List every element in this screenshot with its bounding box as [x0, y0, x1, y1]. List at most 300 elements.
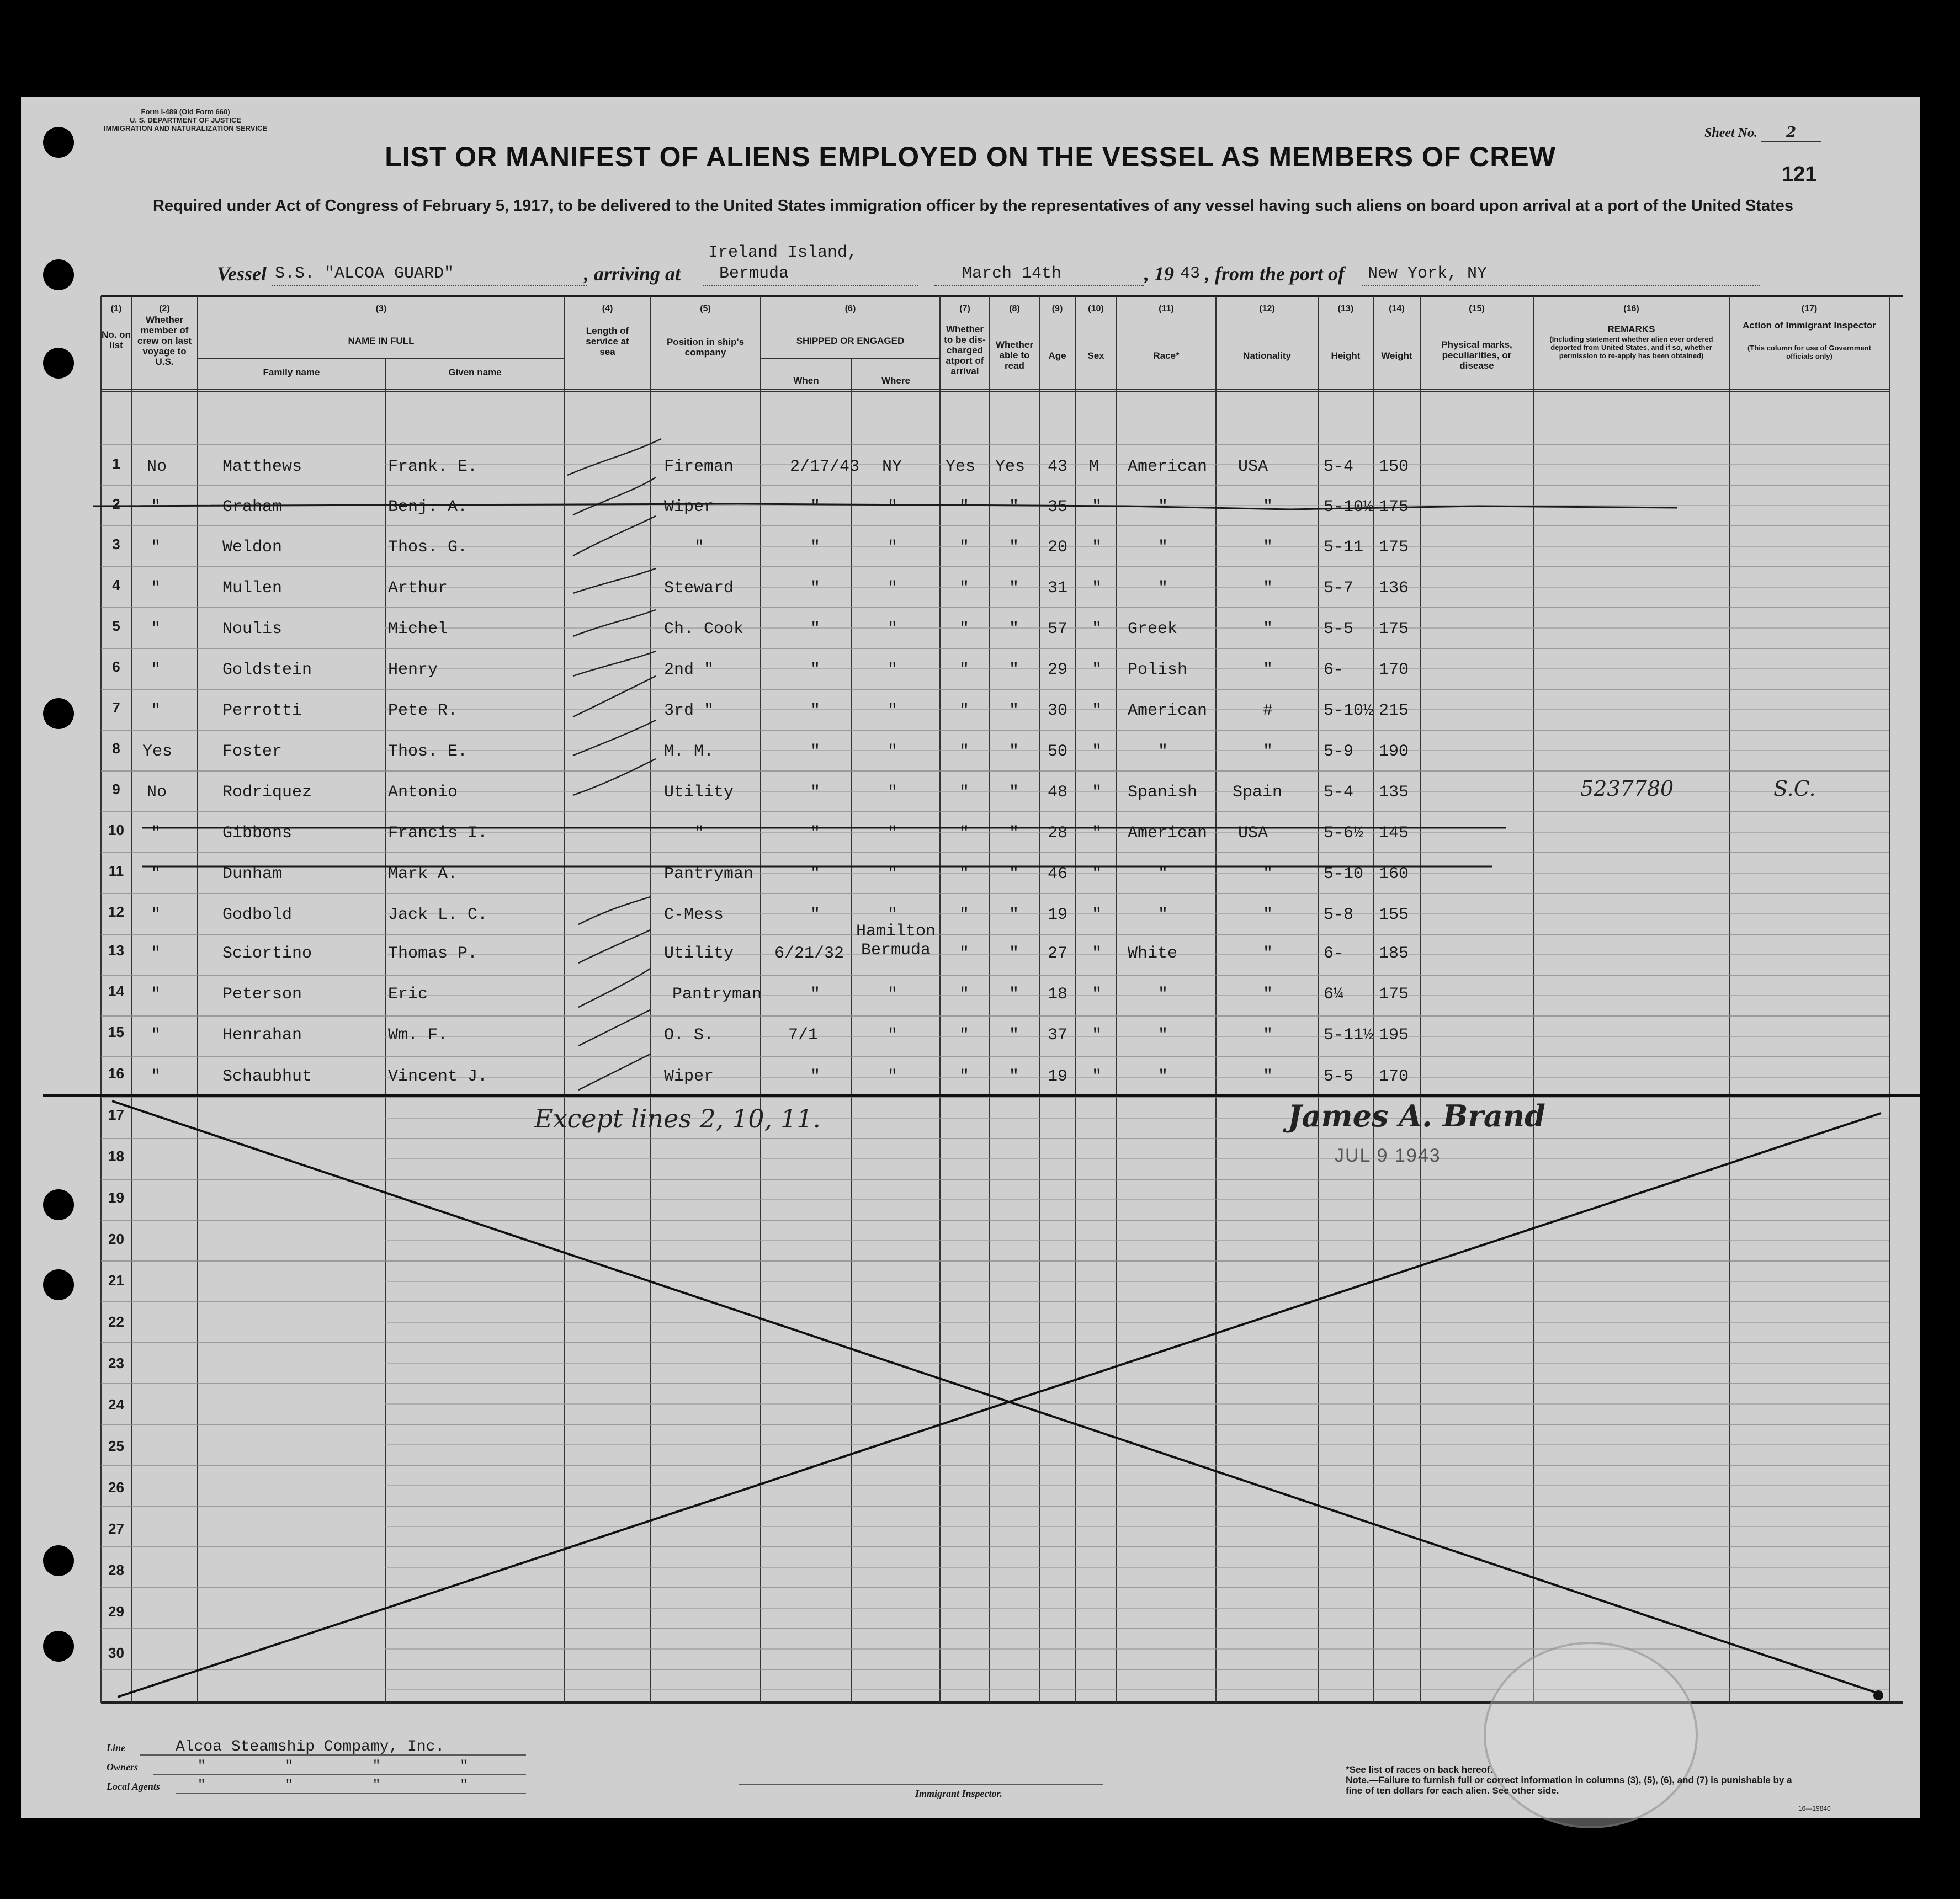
punch-hole [43, 698, 74, 729]
department-name: U. S. DEPARTMENT OF JUSTICE [130, 116, 242, 124]
sex: " [1092, 906, 1102, 924]
height: 5-5 [1324, 620, 1354, 639]
able-to-read: " [1009, 1067, 1019, 1086]
agents-label: Local Agents [107, 1781, 160, 1792]
col-15-num: (15) [1469, 304, 1485, 313]
age: 28 [1048, 824, 1068, 843]
col-family-name: Family name [263, 367, 320, 377]
row-number: 9 [112, 781, 120, 797]
weight: 170 [1379, 1067, 1409, 1086]
row-number: 3 [112, 536, 120, 552]
sex: " [1092, 701, 1102, 720]
remarks: 5237780 [1580, 776, 1674, 801]
family-name: Henrahan [222, 1026, 302, 1045]
height: 5-5 [1324, 1067, 1354, 1086]
discharged: " [959, 824, 970, 843]
col-position: Position in ship's company [666, 337, 745, 358]
shipped-when: 2/17/43 [790, 458, 860, 476]
given-name: Eric [388, 985, 428, 1004]
position: 2nd " [664, 661, 714, 679]
family-name: Goldstein [222, 661, 312, 679]
col-17-num: (17) [1801, 304, 1818, 313]
age: 57 [1048, 620, 1068, 639]
sex: " [1092, 944, 1102, 963]
shipped-when: 7/1 [788, 1026, 819, 1045]
col-given-name: Given name [448, 367, 502, 377]
nationality: " [1263, 1067, 1273, 1086]
age: 27 [1048, 944, 1068, 963]
age: 43 [1048, 458, 1068, 476]
col-discharged: Whether to be dis-charged atport of arrival [944, 324, 986, 376]
height: 5-4 [1324, 783, 1354, 802]
col-when: When [793, 375, 819, 386]
able-to-read: " [1009, 1026, 1019, 1045]
col-shipped-engaged: SHIPPED OR ENGAGED [796, 336, 905, 346]
family-name: Gibbons [222, 824, 293, 843]
sex: " [1092, 579, 1102, 598]
family-name: Perrotti [222, 701, 302, 720]
race: American [1128, 701, 1208, 720]
row-number: 20 [108, 1231, 124, 1247]
shipped-when: " [810, 865, 821, 884]
age: 19 [1048, 1067, 1068, 1086]
manifest-sheet [21, 97, 1920, 1818]
row-number: 2 [112, 496, 120, 512]
shipped-where: " [888, 985, 898, 1004]
col-2-num: (2) [159, 304, 170, 313]
race: " [1158, 579, 1168, 598]
inspector-action: S.C. [1773, 776, 1816, 801]
row-number: 8 [112, 740, 120, 757]
family-name: Foster [222, 742, 283, 761]
col-4-num: (4) [602, 304, 613, 313]
sheet-number-value: 2 [1761, 124, 1821, 142]
punch-hole [43, 1631, 74, 1662]
shipped-where: " [888, 906, 898, 924]
prev-voyage: " [151, 701, 161, 720]
discharged: " [959, 742, 970, 761]
row-number: 23 [108, 1355, 124, 1371]
position: " [694, 824, 705, 843]
shipped-when: " [810, 1067, 821, 1086]
able-to-read: Yes [995, 458, 1026, 476]
position: Utility [664, 944, 734, 963]
shipped-where: " [888, 865, 898, 884]
embossed-seal [1484, 1642, 1698, 1828]
prev-voyage: " [151, 985, 161, 1004]
row-number: 17 [108, 1107, 124, 1123]
family-name: Graham [222, 498, 283, 517]
punch-hole [43, 1545, 74, 1576]
row-number: 16 [108, 1065, 124, 1082]
height: 5-6½ [1324, 824, 1364, 843]
sex: M [1089, 458, 1099, 476]
race: " [1158, 985, 1168, 1004]
position: O. S. [664, 1026, 714, 1045]
row-number: 28 [108, 1562, 124, 1578]
able-to-read: " [1009, 742, 1019, 761]
height: 6- [1324, 944, 1344, 963]
nationality: " [1263, 985, 1273, 1004]
weight: 145 [1379, 824, 1409, 843]
family-name: Sciortino [222, 944, 312, 963]
shipped-where: " [888, 742, 898, 761]
able-to-read: " [1009, 783, 1019, 802]
year-suffix: 43 [1180, 264, 1201, 283]
col-sex: Sex [1087, 350, 1104, 361]
height: 5-10½ [1324, 701, 1374, 720]
race: " [1158, 1067, 1168, 1086]
race: American [1128, 824, 1208, 843]
discharged: " [959, 906, 970, 924]
discharged: " [959, 783, 970, 802]
position: 3rd " [664, 701, 714, 720]
shipped-where: " [888, 701, 898, 720]
race: " [1158, 538, 1168, 557]
col-weight: Weight [1381, 350, 1412, 361]
punch-hole [43, 1269, 74, 1300]
col-13-num: (13) [1337, 304, 1354, 313]
discharged: " [959, 620, 970, 639]
row-number: 11 [108, 863, 124, 879]
family-name: Weldon [222, 538, 283, 557]
shipped-when: " [810, 498, 821, 517]
col-5-num: (5) [700, 304, 711, 313]
race: Spanish [1128, 783, 1198, 802]
discharged: " [959, 538, 970, 557]
col-age: Age [1048, 350, 1066, 361]
sex: " [1092, 538, 1102, 557]
shipped-when: " [810, 620, 821, 639]
punch-hole [43, 127, 74, 158]
able-to-read: " [1009, 985, 1019, 1004]
weight: 136 [1379, 579, 1409, 598]
discharged: " [959, 1067, 970, 1086]
discharged: Yes [946, 458, 976, 476]
row-number: 12 [108, 903, 124, 920]
shipped-where: NY [882, 458, 902, 476]
row-number: 29 [108, 1603, 124, 1620]
prev-voyage: No [147, 458, 167, 476]
form-subtitle: Required under Act of Congress of February 5, 1917, to be delivered to the United States immigration officer by the representatives of any vessel having such aliens on board upon arrival at a port of the United States [152, 197, 1794, 215]
col-11-num: (11) [1159, 304, 1174, 313]
punch-hole [43, 259, 74, 290]
shipped-when: " [810, 538, 821, 557]
able-to-read: " [1009, 498, 1019, 517]
race: White [1128, 944, 1178, 963]
form-title: LIST OR MANIFEST OF ALIENS EMPLOYED ON THE VESSEL AS MEMBERS OF CREW [385, 141, 1556, 172]
arriving-label: , arriving at [584, 263, 681, 285]
race: " [1158, 1026, 1168, 1045]
line-label: Line [107, 1742, 125, 1753]
discharged: " [959, 579, 970, 598]
sex: " [1092, 865, 1102, 884]
shipped-where: " [888, 538, 898, 557]
family-name: Mullen [222, 579, 283, 598]
given-name: Vincent J. [388, 1067, 488, 1086]
col-16-num: (16) [1623, 304, 1639, 313]
able-to-read: " [1009, 579, 1019, 598]
position: Pantryman [664, 865, 754, 884]
owners-label: Owners [107, 1762, 139, 1773]
col-14-num: (14) [1389, 304, 1405, 313]
arriving-place-line2: Bermuda [719, 264, 789, 283]
position: Fireman [664, 458, 734, 476]
sheet-label: Sheet No. [1704, 126, 1757, 140]
shipped-when: " [810, 579, 821, 598]
race: American [1128, 458, 1208, 476]
nationality: " [1263, 1026, 1273, 1045]
print-code: 16—19840 [1798, 1805, 1831, 1812]
col-able-to-read: Whether able to read [996, 339, 1033, 371]
position: Wiper [664, 498, 714, 517]
col-physical-marks: Physical marks, peculiarities, or disease [1441, 339, 1512, 371]
family-name: Matthews [222, 458, 302, 476]
nationality: " [1263, 538, 1273, 557]
col-8-num: (8) [1009, 304, 1020, 313]
punch-hole [43, 348, 74, 379]
able-to-read: " [1009, 865, 1019, 884]
age: 20 [1048, 538, 1068, 557]
nationality: " [1263, 944, 1273, 963]
form-number: Form I-489 (Old Form 660) [141, 108, 230, 116]
shipped-where: " [888, 783, 898, 802]
able-to-read: " [1009, 701, 1019, 720]
year-prefix: , 19 [1144, 263, 1174, 285]
sex: " [1092, 1026, 1102, 1045]
age: 35 [1048, 498, 1068, 517]
row-number: 24 [108, 1396, 124, 1413]
weight: 150 [1379, 458, 1409, 476]
position: Steward [664, 579, 734, 598]
age: 18 [1048, 985, 1068, 1004]
from-label: , from the port of [1205, 263, 1345, 285]
able-to-read: " [1009, 620, 1019, 639]
given-name: Arthur [388, 579, 448, 598]
position: Wiper [664, 1067, 714, 1086]
from-port: New York, NY [1368, 264, 1488, 283]
family-name: Schaubhut [222, 1067, 312, 1086]
row-number: 26 [108, 1479, 124, 1496]
given-name: Henry [388, 661, 438, 679]
col-action: Action of Immigrant Inspector [1743, 320, 1876, 331]
row-number: 13 [108, 942, 124, 959]
vessel-name: S.S. "ALCOA GUARD" [275, 264, 454, 283]
row-number: 30 [108, 1645, 124, 1661]
shipped-when: " [810, 742, 821, 761]
col-where: Where [881, 375, 910, 386]
row-number: 7 [112, 699, 120, 716]
arriving-place-line1: Ireland Island, [708, 243, 858, 262]
sex: " [1092, 783, 1102, 802]
shipped-where: " [888, 620, 898, 639]
prev-voyage: " [151, 538, 161, 557]
height: 5-8 [1324, 906, 1354, 924]
row-number: 6 [112, 658, 120, 675]
col-1-num: (1) [110, 304, 122, 313]
service-name: IMMIGRATION AND NATURALIZATION SERVICE [104, 124, 268, 132]
age: 30 [1048, 701, 1068, 720]
col-9-num: (9) [1051, 304, 1063, 313]
nationality: USA [1238, 824, 1268, 843]
height: 6¼ [1324, 985, 1344, 1004]
col-prev-voyage: Whether member of crew on last voyage to U.S. [137, 315, 192, 367]
prev-voyage: No [147, 783, 167, 802]
nationality: " [1263, 742, 1273, 761]
owners-value: " " " " [198, 1759, 468, 1774]
col-6-num: (6) [844, 304, 856, 313]
prev-voyage: " [151, 906, 161, 924]
discharged: " [959, 498, 970, 517]
able-to-read: " [1009, 661, 1019, 679]
row-number: 22 [108, 1313, 124, 1330]
shipped-where: " [888, 1026, 898, 1045]
col-3-num: (3) [375, 304, 387, 313]
weight: 185 [1379, 944, 1409, 963]
prev-voyage: " [151, 824, 161, 843]
discharged: " [959, 985, 970, 1004]
weight: 170 [1379, 661, 1409, 679]
prev-voyage: " [151, 661, 161, 679]
prev-voyage: " [151, 1026, 161, 1045]
shipped-when: 6/21/32 [774, 944, 844, 963]
height: 5-11½ [1324, 1026, 1374, 1045]
nationality: " [1263, 661, 1273, 679]
race: " [1158, 742, 1168, 761]
col-remarks: REMARKS [1607, 324, 1655, 334]
given-name: Wm. F. [388, 1026, 448, 1045]
weight: 175 [1379, 985, 1409, 1004]
date-stamp: JUL 9 1943 [1335, 1145, 1441, 1166]
nationality: USA [1238, 458, 1268, 476]
nationality: " [1263, 620, 1273, 639]
height: 5-11 [1324, 538, 1364, 557]
family-name: Rodriquez [222, 783, 312, 802]
shipped-when: " [810, 701, 821, 720]
weight: 160 [1379, 865, 1409, 884]
family-name: Noulis [222, 620, 283, 639]
weight: 135 [1379, 783, 1409, 802]
prev-voyage: " [151, 944, 161, 963]
races-note: *See list of races on back hereof. [1346, 1764, 1493, 1775]
race: Greek [1128, 620, 1178, 639]
inspector-signature: James A. Brand [1288, 1098, 1545, 1134]
weight: 190 [1379, 742, 1409, 761]
shipped-where: " [888, 824, 898, 843]
shipped-when: " [810, 985, 821, 1004]
shipped-where: " [888, 498, 898, 517]
able-to-read: " [1009, 944, 1019, 963]
nationality: " [1263, 579, 1273, 598]
col-action-note: (This column for use of Government officials only) [1747, 344, 1871, 360]
given-name: Jack L. C. [388, 906, 488, 924]
weight: 175 [1379, 498, 1409, 517]
able-to-read: " [1009, 906, 1019, 924]
sex: " [1092, 661, 1102, 679]
sex: " [1092, 1067, 1102, 1086]
discharged: " [959, 1026, 970, 1045]
weight: 175 [1379, 620, 1409, 639]
able-to-read: " [1009, 824, 1019, 843]
position: Utility [664, 783, 734, 802]
age: 50 [1048, 742, 1068, 761]
race: " [1158, 865, 1168, 884]
given-name: Frank. E. [388, 458, 478, 476]
shipped-where: Hamilton Bermuda [856, 922, 936, 960]
nationality: " [1263, 865, 1273, 884]
nationality: " [1263, 498, 1273, 517]
row-number: 4 [112, 577, 120, 593]
col-race: Race* [1153, 350, 1180, 361]
race: Polish [1128, 661, 1188, 679]
discharged: " [959, 661, 970, 679]
except-lines-note: Except lines 2, 10, 11. [534, 1104, 821, 1134]
height: 6- [1324, 661, 1344, 679]
col-12-num: (12) [1259, 304, 1275, 313]
col-remarks-note: (Including statement whether alien ever ordered deported from United States, and if so, whether permission to re-apply has been obtained) [1549, 335, 1713, 360]
penalty-note: Note.—Failure to furnish full or correct information in columns (3), (5), (6), and (7) is punishable by a fine of ten dollars for each alien. See other side. [1346, 1775, 1792, 1796]
agents-value: " " " " [198, 1778, 468, 1793]
sex: " [1092, 985, 1102, 1004]
prev-voyage: " [151, 865, 161, 884]
height: 5-7 [1324, 579, 1354, 598]
weight: 215 [1379, 701, 1409, 720]
family-name: Dunham [222, 865, 283, 884]
shipped-where: " [888, 1067, 898, 1086]
able-to-read: " [1009, 538, 1019, 557]
weight: 175 [1379, 538, 1409, 557]
height: 5-9 [1324, 742, 1354, 761]
position: Pantryman [672, 985, 762, 1004]
prev-voyage: " [151, 620, 161, 639]
given-name: Thos. G. [388, 538, 468, 557]
sex: " [1092, 620, 1102, 639]
punch-hole [43, 1189, 74, 1220]
nationality: " [1263, 906, 1273, 924]
weight: 195 [1379, 1026, 1409, 1045]
nationality: # [1263, 701, 1273, 720]
col-length-of-service: Length of service at sea [586, 326, 629, 357]
row-number: 21 [108, 1272, 124, 1289]
given-name: Thos. E. [388, 742, 468, 761]
shipped-where: " [888, 661, 898, 679]
discharged: " [959, 865, 970, 884]
line-value: Alcoa Steamship Compamy, Inc. [176, 1738, 445, 1756]
height: 5-10½ [1324, 498, 1374, 517]
given-name: Michel [388, 620, 448, 639]
position: " [694, 538, 705, 557]
age: 29 [1048, 661, 1068, 679]
row-number: 14 [108, 983, 124, 999]
vessel-label: Vessel [217, 263, 267, 285]
sex: " [1092, 824, 1102, 843]
given-name: Mark A. [388, 865, 458, 884]
row-number: 15 [108, 1024, 124, 1040]
prev-voyage: " [151, 579, 161, 598]
position: Ch. Cook [664, 620, 744, 639]
discharged: " [959, 701, 970, 720]
row-number: 27 [108, 1520, 124, 1537]
row-number: 18 [108, 1148, 124, 1164]
age: 48 [1048, 783, 1068, 802]
col-7-num: (7) [959, 304, 970, 313]
age: 31 [1048, 579, 1068, 598]
prev-voyage: Yes [142, 742, 173, 761]
shipped-when: " [810, 783, 821, 802]
family-name: Peterson [222, 985, 302, 1004]
height: 5-10 [1324, 865, 1364, 884]
age: 37 [1048, 1026, 1068, 1045]
